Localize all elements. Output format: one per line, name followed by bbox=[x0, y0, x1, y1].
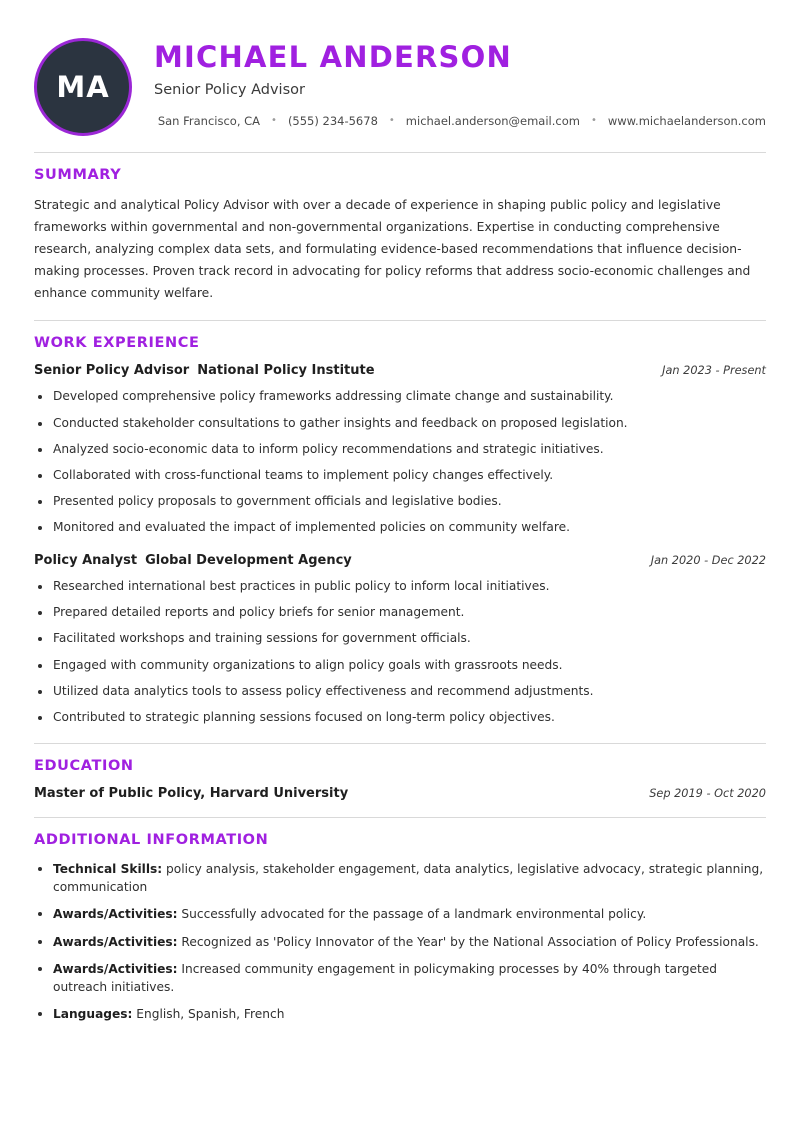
info-label: Awards/Activities: bbox=[53, 961, 178, 976]
education-dates: Sep 2019 - Oct 2020 bbox=[649, 786, 766, 800]
section-title-additional-information: ADDITIONAL INFORMATION bbox=[34, 831, 269, 848]
list-item: Facilitated workshops and training sessions for government officials. bbox=[34, 630, 766, 648]
avatar: MA bbox=[34, 38, 132, 136]
experience-role-company bbox=[34, 363, 375, 378]
list-item: Monitored and evaluated the impact of implemented policies on community welfare. bbox=[34, 519, 766, 537]
list-item: Engaged with community organizations to align policy goals with grassroots needs. bbox=[34, 657, 766, 675]
contact-location: San Francisco, CA bbox=[157, 113, 261, 128]
list-item: Analyzed socio-economic data to inform policy recommendations and strategic initiatives. bbox=[34, 441, 766, 459]
info-label: Awards/Activities: bbox=[53, 907, 178, 922]
info-value: policy analysis, stakeholder engagement, data analytics, legislative advocacy, strategic planning, communication bbox=[53, 861, 764, 894]
experience-item-header bbox=[34, 553, 766, 568]
info-value: English, Spanish, French bbox=[136, 1007, 285, 1022]
header-text bbox=[132, 36, 766, 128]
info-value: Successfully advocated for the passage of a landmark environmental policy. bbox=[181, 907, 647, 922]
experience-company: National Policy Institute bbox=[197, 363, 375, 379]
experience-dates: Jan 2023 - Present bbox=[662, 364, 766, 378]
list-item bbox=[34, 905, 766, 923]
list-item: Conducted stakeholder consultations to gather insights and feedback on proposed legislation. bbox=[34, 415, 766, 433]
list-item bbox=[34, 860, 766, 897]
list-item bbox=[34, 1005, 766, 1023]
header-job-title: Senior Policy Advisor bbox=[154, 81, 305, 98]
experience-dates: Jan 2020 - Dec 2022 bbox=[650, 554, 766, 567]
summary-text: Strategic and analytical Policy Advisor with over a decade of experience in shaping public policy and legislative frameworks within governmental and non-governmental organizations. Expertise in conducting comprehensive research, analyzing complex data sets, and formulating evidence-based recommendations that influence decision-making processes. Proven track record in advocating for policy reforms that address socio-economic challenges and enhance community welfare. bbox=[34, 198, 751, 300]
list-item: Contributed to strategic planning sessions focused on long-term policy objectives. bbox=[34, 709, 766, 727]
section-summary bbox=[34, 153, 766, 304]
section-title-work-experience: WORK EXPERIENCE bbox=[34, 335, 200, 352]
section-title-summary: SUMMARY bbox=[34, 167, 122, 183]
contact-separator-icon: • bbox=[388, 115, 395, 127]
experience-role-company bbox=[34, 553, 352, 568]
experience-item bbox=[34, 553, 766, 727]
info-value: Recognized as 'Policy Innovator of the Year' by the National Association of Policy Professionals. bbox=[181, 934, 759, 949]
info-label: Technical Skills: bbox=[53, 861, 163, 876]
contact-website[interactable]: www.michaelanderson.com bbox=[607, 113, 766, 128]
info-value: Increased community engagement in policymaking processes by 40% through targeted outreach initiatives. bbox=[53, 961, 717, 995]
section-work-experience bbox=[34, 321, 766, 726]
experience-role: Policy Analyst bbox=[34, 553, 138, 568]
page-title: MICHAEL ANDERSON bbox=[154, 40, 512, 74]
info-label: Languages: bbox=[53, 1007, 133, 1022]
section-education bbox=[34, 744, 766, 801]
experience-bullets bbox=[34, 578, 766, 727]
experience-bullets bbox=[34, 388, 766, 537]
list-item: Prepared detailed reports and policy briefs for senior management. bbox=[34, 604, 766, 622]
list-item: Presented policy proposals to government officials and legislative bodies. bbox=[34, 493, 766, 511]
info-label: Awards/Activities: bbox=[53, 934, 178, 949]
resume-header bbox=[34, 30, 766, 136]
list-item bbox=[34, 933, 766, 951]
contact-row bbox=[154, 114, 766, 128]
education-item bbox=[34, 786, 766, 801]
contact-separator-icon: • bbox=[590, 115, 597, 127]
contact-separator-icon: • bbox=[271, 115, 277, 127]
additional-list bbox=[34, 860, 766, 1024]
list-item: Researched international best practices in public policy to inform local initiatives. bbox=[34, 578, 766, 596]
section-title-education: EDUCATION bbox=[34, 757, 134, 774]
list-item bbox=[34, 960, 766, 997]
contact-phone[interactable]: (555) 234-5678 bbox=[287, 113, 378, 128]
experience-item bbox=[34, 363, 766, 537]
list-item: Collaborated with cross-functional teams to implement policy changes effectively. bbox=[34, 467, 766, 485]
experience-item-header bbox=[34, 363, 766, 378]
experience-company: Global Development Agency bbox=[145, 553, 352, 568]
list-item: Utilized data analytics tools to assess policy effectiveness and recommend adjustments. bbox=[34, 683, 766, 701]
education-degree: Master of Public Policy, Harvard University bbox=[34, 785, 349, 801]
section-additional-information bbox=[34, 818, 766, 1024]
contact-email[interactable]: michael.anderson@email.com bbox=[405, 113, 580, 128]
experience-role: Senior Policy Advisor bbox=[34, 363, 190, 379]
list-item: Developed comprehensive policy frameworks addressing climate change and sustainability. bbox=[34, 388, 766, 406]
